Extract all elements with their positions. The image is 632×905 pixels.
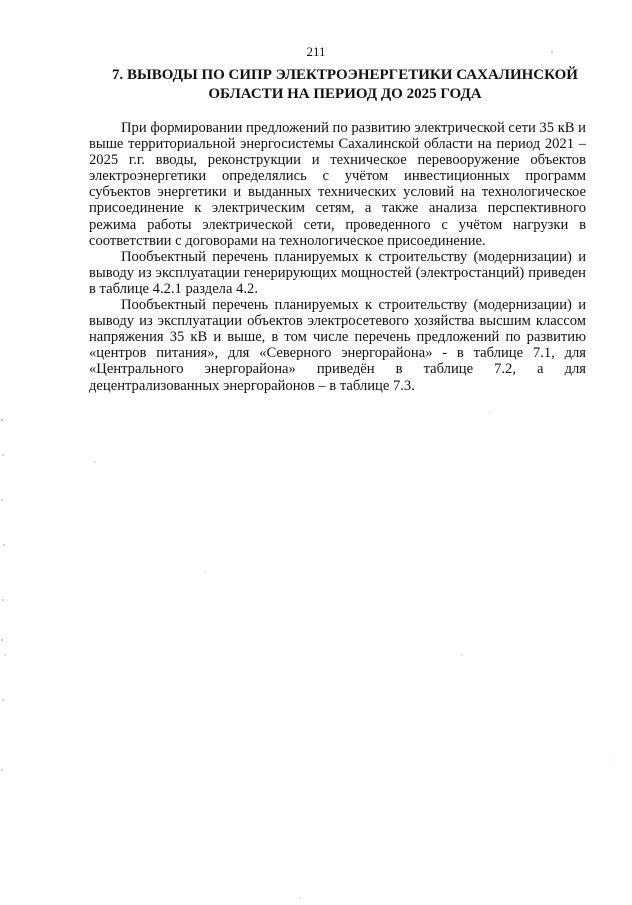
section-title-line-2: ОБЛАСТИ НА ПЕРИОД ДО 2025 ГОДА (208, 86, 482, 102)
paragraph-1: При формировании предложений по развитию электрической сети 35 кВ и выше территориальной энергосистемы Сахалинской области на период 2021 – 2025 г.г. вводы, реконструкции и техническое перевооружение объектов электроэнергетики определялись с учётом инвестиционных программ субъектов энергетики и выданных технических условий на технологическое присоединение к электрическим сетям, а также анализа перспективного режима работы электрической сети, проведенного с учётом нагрузки в соответствии с договорами на технологическое присоединение. (89, 120, 586, 249)
body-text (89, 120, 586, 394)
section-title (90, 66, 600, 104)
paragraph-3: Пообъектный перечень планируемых к строительству (модернизации) и выводу из эксплуатации объектов электросетевого хозяйства высшим классом напряжения 35 кВ и выше, в том числе перечень предложений по развитию «центров питания», для «Северного энергорайона» - в таблице 7.1, для «Центрального энергорайона» приведён в таблице 7.2, а для децентрализованных энергорайонов – в таблице 7.3. (89, 297, 586, 394)
page-number: 211 (306, 44, 326, 59)
paragraph-2: Пообъектный перечень планируемых к строительству (модернизации) и выводу из эксплуатации генерирующих мощностей (электростанций) приведен в таблице 4.2.1 раздела 4.2. (89, 248, 586, 297)
section-title-line-1: 7. ВЫВОДЫ ПО СИПР ЭЛЕКТРОЭНЕРГЕТИКИ САХАЛИНСКОЙ (112, 67, 578, 83)
